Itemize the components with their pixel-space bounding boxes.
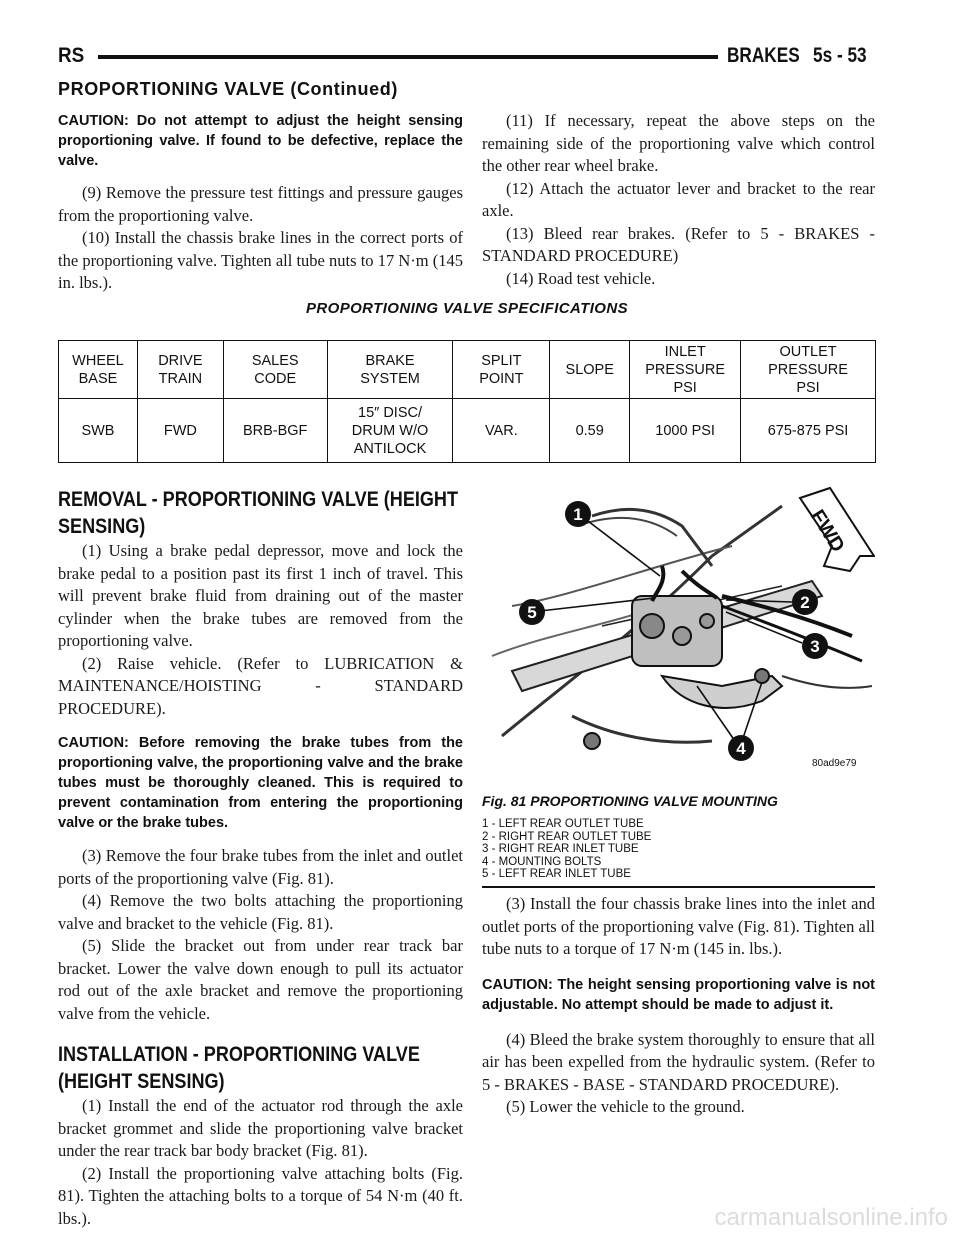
fwd-label: FWD (805, 505, 849, 557)
th-sales-code: SALES CODE (223, 341, 327, 399)
installation-caution: CAUTION: The height sensing proportioning valve is not adjustable. No attempt should be made to adjust it. (482, 976, 875, 1013)
spec-table-title: PROPORTIONING VALVE SPECIFICATIONS (306, 300, 628, 317)
removal-caution: CAUTION: Before removing the brake tubes from the proportioning valve, the proportioning valve and the brake tubes must be thoroughly cleaned. This is required to prevent contamination from entering the proportioning valve or the brake tubes. (58, 735, 463, 831)
installation-step-1: (1) Install the end of the actuator rod through the axle bracket grommet and slide the proportioning valve bracket under the rear track bar body bracket (Fig. 81). (58, 1096, 463, 1160)
th-wheel-base: WHEEL BASE (59, 341, 138, 399)
proportioning-valve-illustration (482, 486, 875, 786)
legend-item: 2 - RIGHT REAR OUTLET TUBE (482, 830, 652, 843)
th-slope: SLOPE (550, 341, 630, 399)
installation-step-2: (2) Install the proportioning valve attaching bolts (Fig. 81). Tighten the attaching bolts to a torque of 54 N·m (40 ft. lbs.). (58, 1163, 463, 1228)
spec-table-header-row (59, 341, 876, 399)
th-brake-system: BRAKE SYSTEM (327, 341, 453, 399)
callout-2 (792, 589, 818, 615)
header-rule (98, 55, 718, 59)
step-11: (11) If necessary, repeat the above steps on the remaining side of the proportioning valve which control the other rear wheel brake. (482, 111, 875, 175)
removal-step-3: (3) Remove the four brake tubes from the inlet and outlet ports of the proportioning valve (Fig. 81). (58, 846, 463, 888)
installation-heading: INSTALLATION - PROPORTIONING VALVE (58, 1043, 420, 1066)
watermark: carmanualsonline.info (714, 1204, 948, 1231)
td-slope: 0.59 (550, 399, 630, 463)
continued-title: PROPORTIONING VALVE (Continued) (58, 79, 398, 99)
step-12: (12) Attach the actuator lever and bracket to the rear axle. (482, 178, 875, 220)
top-left-column (58, 111, 463, 295)
lower-left-column (58, 486, 463, 1230)
caution-no-adjust: CAUTION: Do not attempt to adjust the height sensing proportioning valve. If found to be defective, replace the valve. (58, 113, 463, 169)
removal-step-4: (4) Remove the two bolts attaching the proportioning valve and bracket to the vehicle (Fig. 81). (58, 891, 463, 933)
removal-step-1: (1) Using a brake pedal depressor, move and lock the brake pedal to a position past its first 1 inch of travel. This will prevent brake fluid from draining out of the master cylinder when the brake tubes are removed from the proportioning valve. (58, 541, 463, 650)
callout-5 (519, 599, 545, 625)
removal-step-5: (5) Slide the bracket out from under rear track bar bracket. Lower the valve down enough to pull its actuator rod out of the axle bracket and remove the proportioning valve from the vehicle. (58, 936, 463, 1023)
td-split-point: VAR. (453, 399, 550, 463)
th-outlet-pressure: OUTLET PRESSURE PSI (741, 341, 876, 399)
installation-step-4: (4) Bleed the brake system thoroughly to ensure that all air has been expelled from the hydraulic system. (Refer to 5 - BRAKES - BASE - STANDARD PROCEDURE). (482, 1029, 875, 1094)
installation-step-5: (5) Lower the vehicle to the ground. (506, 1097, 745, 1116)
step-13: (13) Bleed rear brakes. (Refer to 5 - BRAKES - STANDARD PROCEDURE) (482, 223, 875, 265)
figure-legend (482, 818, 875, 881)
td-outlet-pressure: 675-875 PSI (741, 399, 876, 463)
header-left: RS (58, 44, 85, 67)
header-page-number: 5s - 53 (813, 44, 867, 67)
th-split-point: SPLIT POINT (453, 341, 550, 399)
legend-item: 3 - RIGHT REAR INLET TUBE (482, 843, 639, 855)
spec-table (58, 340, 876, 463)
svg-text:5: 5 (527, 603, 537, 622)
removal-heading: REMOVAL - PROPORTIONING VALVE (HEIGHT (58, 488, 459, 511)
installation-step-3: (3) Install the four chassis brake lines into the inlet and outlet ports of the proportioning valve (Fig. 81). Tighten all tube nuts to a torque of 17 N·m (145 in. lbs.). (482, 894, 875, 958)
th-drive-train: DRIVE TRAIN (137, 341, 223, 399)
legend-item: 4 - MOUNTING BOLTS (482, 855, 602, 868)
removal-step-2: (2) Raise vehicle. (Refer to LUBRICATION & MAINTENANCE/HOISTING - STANDARD PROCEDURE). (58, 653, 463, 718)
svg-text:2: 2 (800, 593, 810, 612)
header-section: BRAKES (727, 44, 800, 67)
td-brake-system: 15″ DISC/ DRUM W/O ANTILOCK (327, 399, 453, 463)
svg-text:3: 3 (810, 637, 820, 656)
th-inlet-pressure: INLET PRESSURE PSI (630, 341, 741, 399)
figure-81 (482, 486, 875, 786)
figure-rule (482, 886, 875, 888)
top-right-column (482, 110, 875, 290)
svg-text:4: 4 (736, 739, 746, 758)
legend-item: 5 - LEFT REAR INLET TUBE (482, 868, 631, 880)
legend-item: 1 - LEFT REAR OUTLET TUBE (482, 818, 644, 830)
callout-1 (565, 501, 591, 527)
callout-3 (802, 633, 828, 659)
td-inlet-pressure: 1000 PSI (630, 399, 741, 463)
installation-heading-cont: (HEIGHT SENSING) (58, 1070, 225, 1093)
step-10: (10) Install the chassis brake lines in the correct ports of the proportioning valve. Tighten all tube nuts to 17 N·m (145 in. lbs.). (58, 228, 463, 292)
step-9: (9) Remove the pressure test fittings and pressure gauges from the proportioning valve. (58, 183, 463, 225)
svg-text:1: 1 (573, 505, 583, 524)
removal-heading-cont: SENSING) (58, 515, 146, 538)
lower-right-column (482, 893, 875, 1119)
td-sales-code: BRB-BGF (223, 399, 327, 463)
step-14: (14) Road test vehicle. (506, 268, 656, 288)
td-drive-train: FWD (137, 399, 223, 463)
td-wheel-base: SWB (59, 399, 138, 463)
spec-table-data-row (59, 399, 876, 463)
figure-caption: Fig. 81 PROPORTIONING VALVE MOUNTING (482, 793, 778, 809)
callout-4 (728, 735, 754, 761)
figure-image-code: 80ad9e79 (812, 758, 857, 769)
